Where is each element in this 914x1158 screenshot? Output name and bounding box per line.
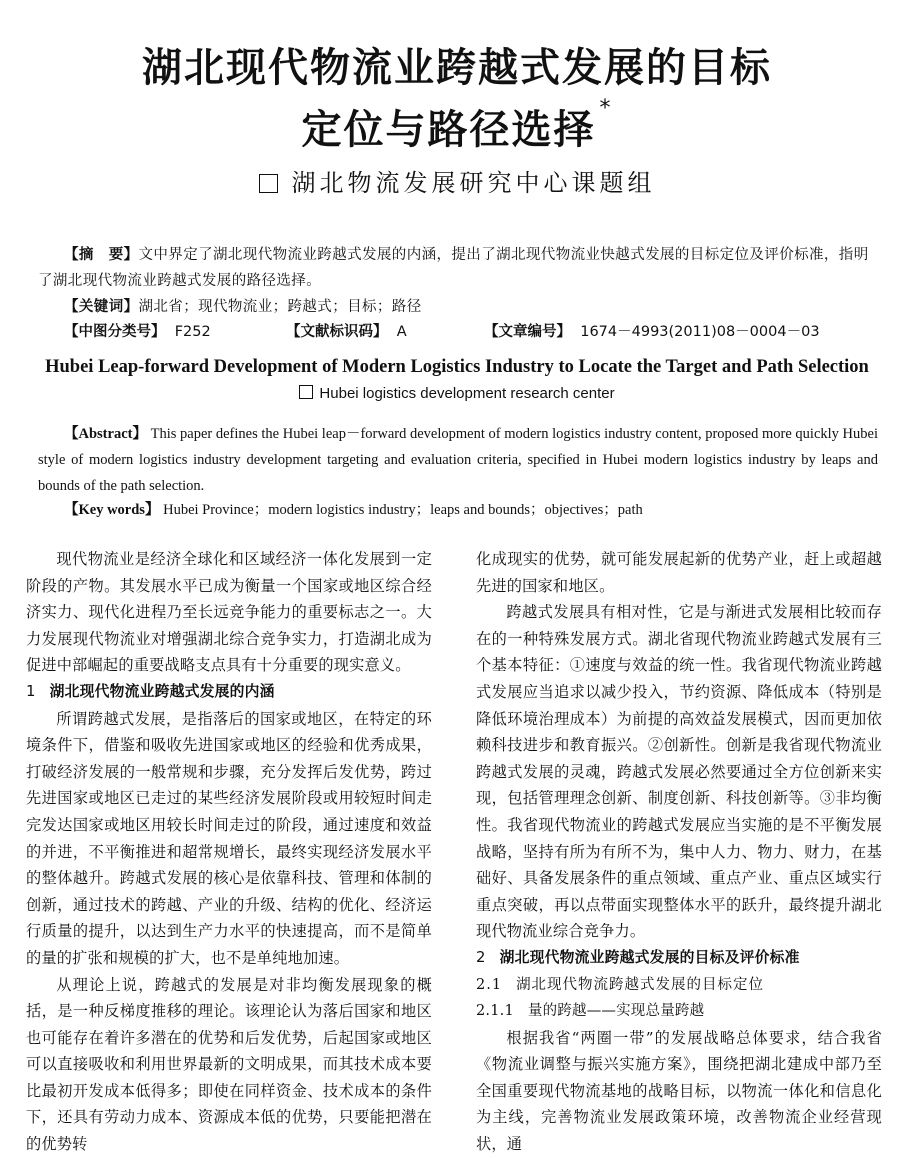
title-en: Hubei Leap-forward Development of Modern Logistics Industry to Locate the Target and Path Selection: [45, 357, 869, 377]
abstract-cn: [38, 242, 880, 294]
keywords-en-text: Hubei Province；modern logistics industry；leaps and bounds；objectives；path: [163, 502, 643, 518]
article-number-value: 1674－4993(2011)08－0004－03: [580, 324, 820, 340]
paragraph-theory-continued: 化成现实的优势，就可能发展起新的优势产业，赶上或超越先进的国家和地区。: [476, 550, 882, 595]
section-1-title: 湖北现代物流业跨越式发展的内涵: [49, 682, 275, 700]
body-column-right: [476, 546, 882, 1158]
doc-code-value: A: [396, 324, 407, 340]
clc-label: 【中图分类号】: [64, 324, 166, 340]
document-code: [286, 320, 407, 341]
author-box-icon: [259, 174, 278, 193]
section-2-1-number: 2.1: [476, 976, 503, 993]
author-en-box-icon: [299, 385, 313, 399]
section-2-1-1-number: 2.1.1: [476, 1003, 514, 1020]
title-footnote-mark: *: [599, 96, 613, 121]
keywords-en-label: 【Key words】: [64, 502, 160, 518]
author-en-text: Hubei logistics development research center: [319, 385, 615, 402]
article-number-label: 【文章编号】: [484, 324, 571, 340]
abstract-en-label: 【Abstract】: [64, 426, 147, 442]
section-1-number: 1: [26, 682, 36, 700]
section-2-1-1-heading: [476, 998, 882, 1025]
article-number: [484, 320, 820, 341]
doc-code-label: 【文献标识码】: [286, 324, 388, 340]
section-2-1-title: 湖北现代物流跨越式发展的目标定位: [516, 976, 765, 993]
section-2-number: 2: [476, 948, 486, 966]
paragraph-quantity-leap: 根据我省“两圈一带”的发展战略总体要求，结合我省《物流业调整与振兴实施方案》，围绕把湖北建成中部乃至全国重要现代物流基地的战略目标，以物流一体化和信息化为主线，完善物流业发展政策环境，改善物流企业经营现状，通: [476, 1028, 882, 1154]
body-column-left: [26, 546, 432, 1158]
paragraph-intro: 现代物流业是经济全球化和区域经济一体化发展到一定阶段的产物。其发展水平已成为衡量一个国家或地区综合经济实力、现代化进程乃至长远竞争能力的重要标志之一。大力发展现代物流业对增强湖北综合竞争实力，打造湖北成为促进中部崛起的重要战略支点具有十分重要的现实意义。: [26, 550, 432, 675]
title-line-2: [0, 98, 914, 155]
section-2-1-heading: [476, 972, 882, 999]
abstract-en: [38, 421, 878, 499]
clc-value: F252: [174, 324, 211, 340]
keywords-cn-label: 【关键词】: [64, 299, 139, 315]
author-cn: [0, 163, 914, 198]
author-en: [0, 385, 914, 402]
abstract-en-text: This paper defines the Hubei leap－forward development of modern logistics industry content, proposed more quickly Hubei style of modern logistics industry development targeting and evaluation criteria, specified in Hubei modern logistics industry by leaps and bounds of the path selection.: [38, 426, 878, 494]
keywords-en: [64, 497, 904, 523]
title-line-2-text: 定位与路径选择: [301, 107, 596, 153]
paragraph-features: 跨越式发展具有相对性，它是与渐进式发展相比较而存在的一种特殊发展方式。湖北省现代物流业跨越式发展有三个基本特征：①速度与效益的统一性。我省现代物流业跨越式发展应当追求以减少投入，节约资源、降低成本（特别是降低环境治理成本）为前提的高效益发展模式，因而更加依赖科技进步和教育振兴。②创新性。创新是我省现代物流业跨越式发展的灵魂，跨越式发展必然要通过全方位创新来实现，包括管理理念创新、制度创新、科技创新等。③非均衡性。我省现代物流业的跨越式发展应当实施的是不平衡发展战略，坚持有所为有所不为，集中人力、物力、财力，在基础好、具备发展条件的重点领域、重点产业、重点区域实行重点突破，再以点带面实现整体水平的跃升，最终提升湖北现代物流业综合竞争力。: [476, 603, 882, 941]
section-1-heading: [26, 679, 432, 706]
section-2-title: 湖北现代物流业跨越式发展的目标及评价标准: [499, 948, 800, 966]
author-cn-text: 湖北物流发展研究中心课题组: [291, 169, 656, 197]
title-line-1: 湖北现代物流业跨越式发展的目标: [142, 45, 772, 91]
abstract-cn-text: 文中界定了湖北现代物流业跨越式发展的内涵，提出了湖北现代物流业快越式发展的目标定位及评价标准，指明了湖北现代物流业跨越式发展的路径选择。: [38, 247, 869, 289]
abstract-cn-label: 【摘 要】: [64, 247, 139, 263]
keywords-cn: [64, 294, 906, 320]
section-2-heading: [476, 945, 882, 972]
paragraph-theory: 从理论上说，跨越式的发展是对非均衡发展现象的概括，是一种反梯度推移的理论。该理论认为落后国家和地区也可能存在着许多潜在的优势和后发优势，后起国家或地区可以直接吸收和利用世界最新的文明成果，而其技术成本要比最初开发成本低得多；即使在同样资金、技术成本的条件下，还具有劳动力成本、资源成本低的优势，只要能把潜在的优势转: [26, 975, 432, 1154]
paragraph-definition: 所谓跨越式发展，是指落后的国家或地区，在特定的环境条件下，借鉴和吸收先进国家或地区的经验和优秀成果，打破经济发展的一般常规和步骤，充分发挥后发优势，跨过先进国家或地区已走过的某些经济发展阶段或用较短时间走完发达国家或地区用较长时间走过的阶段，通过速度和效益的并进，不平衡推进和超常规增长，最终实现经济发展水平的整体越升。跨越式发展的核心是依靠科技、管理和体制的创新，通过技术的跨越、产业的升级、结构的优化、经济运行质量的提升，以达到生产力水平的快速提高，而不是简单的量的扩张和规模的扩大，也不是单纯地加速。: [26, 709, 432, 967]
clc-number: [64, 320, 211, 341]
keywords-cn-text: 湖北省；现代物流业；跨越式；目标；路径: [138, 299, 422, 315]
section-2-1-1-title: 量的跨越——实现总量跨越: [527, 1003, 705, 1020]
